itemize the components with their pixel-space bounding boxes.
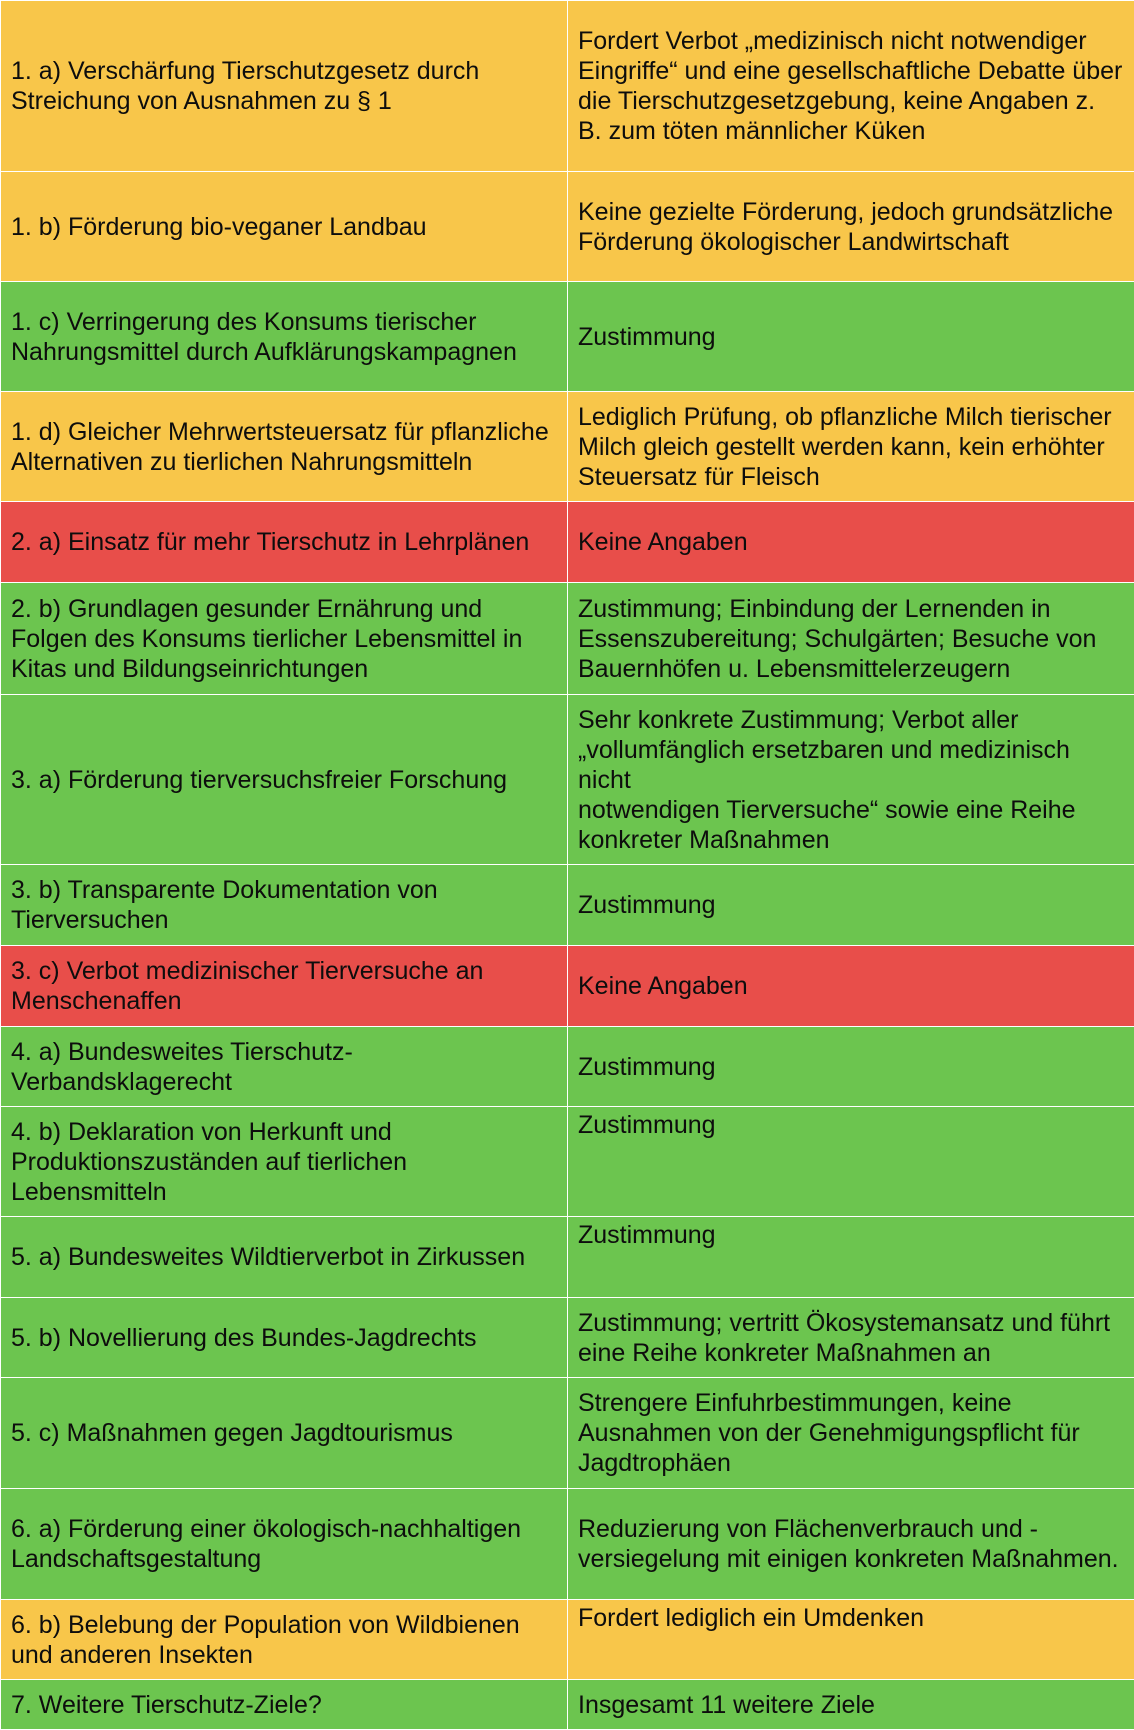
demand-cell: 5. b) Novellierung des Bundes-Jagdrechts: [1, 1298, 568, 1378]
response-cell: Zustimmung; vertritt Ökosystemansatz und führt eine Reihe konkreter Maßnahmen an: [568, 1298, 1134, 1378]
table-row: [1, 502, 1134, 583]
table-row: [1, 1107, 1134, 1217]
demand-cell: 2. b) Grundlagen gesunder Ernährung und Folgen des Konsums tierlicher Lebensmittel in Kitas und Bildungseinrichtungen: [1, 583, 568, 695]
response-cell: Zustimmung: [568, 865, 1134, 946]
table-row: [1, 1298, 1134, 1378]
response-cell: Keine Angaben: [568, 946, 1134, 1027]
table-row: [1, 172, 1134, 282]
table-row: [1, 1027, 1134, 1107]
demand-cell: 4. a) Bundesweites Tierschutz-Verbandsklagerecht: [1, 1027, 568, 1107]
table-row: [1, 1680, 1134, 1730]
response-cell: Fordert lediglich ein Umdenken: [568, 1600, 1134, 1680]
response-cell: Zustimmung: [568, 1217, 1134, 1298]
demand-cell: 3. c) Verbot medizinischer Tierversuche an Menschenaffen: [1, 946, 568, 1027]
table-row: [1, 865, 1134, 946]
response-cell: Fordert Verbot „medizinisch nicht notwendiger Eingriffe“ und eine gesellschaftliche Debatte über die Tierschutzgesetzgebung, keine Angaben z. B. zum töten männlicher Küken: [568, 1, 1134, 172]
response-cell: Zustimmung; Einbindung der Lernenden in Essenszubereitung; Schulgärten; Besuche von Bauernhöfen u. Lebensmittelerzeugern: [568, 583, 1134, 695]
demand-cell: 1. d) Gleicher Mehrwertsteuersatz für pflanzliche Alternativen zu tierlichen Nahrungsmitteln: [1, 392, 568, 502]
response-cell: Reduzierung von Flächenverbrauch und -versiegelung mit einigen konkreten Maßnahmen.: [568, 1489, 1134, 1600]
table-body: [1, 1, 1134, 1730]
demand-cell: 1. a) Verschärfung Tierschutzgesetz durch Streichung von Ausnahmen zu § 1: [1, 1, 568, 172]
response-cell: Sehr konkrete Zustimmung; Verbot aller „vollumfänglich ersetzbaren und medizinisch nicht notwendigen Tierversuche“ sowie eine Reihe konkreter Maßnahmen: [568, 695, 1134, 865]
demand-cell: 7. Weitere Tierschutz-Ziele?: [1, 1680, 568, 1730]
demand-cell: 5. c) Maßnahmen gegen Jagdtourismus: [1, 1378, 568, 1489]
table-row: [1, 583, 1134, 695]
demand-cell: 1. c) Verringerung des Konsums tierischer Nahrungsmittel durch Aufklärungskampagnen: [1, 282, 568, 392]
response-cell: Keine Angaben: [568, 502, 1134, 583]
demand-cell: 5. a) Bundesweites Wildtierverbot in Zirkussen: [1, 1217, 568, 1298]
table-row: [1, 695, 1134, 865]
table-row: [1, 1, 1134, 172]
demand-cell: 4. b) Deklaration von Herkunft und Produktionszuständen auf tierlichen Lebensmitteln: [1, 1107, 568, 1217]
response-cell: Zustimmung: [568, 1107, 1134, 1217]
response-cell: Strengere Einfuhrbestimmungen, keine Ausnahmen von der Genehmigungspflicht für Jagdtrophäen: [568, 1378, 1134, 1489]
response-cell: Lediglich Prüfung, ob pflanzliche Milch tierischer Milch gleich gestellt werden kann, kein erhöhter Steuersatz für Fleisch: [568, 392, 1134, 502]
response-cell: Zustimmung: [568, 282, 1134, 392]
table-row: [1, 1600, 1134, 1680]
response-cell: Zustimmung: [568, 1027, 1134, 1107]
table-row: [1, 1378, 1134, 1489]
table-row: [1, 282, 1134, 392]
table-row: [1, 1489, 1134, 1600]
table-row: [1, 1217, 1134, 1298]
demand-cell: 1. b) Förderung bio-veganer Landbau: [1, 172, 568, 282]
demand-cell: 6. b) Belebung der Population von Wildbienen und anderen Insekten: [1, 1600, 568, 1680]
demand-cell: 3. a) Förderung tierversuchsfreier Forschung: [1, 695, 568, 865]
demand-cell: 2. a) Einsatz für mehr Tierschutz in Lehrplänen: [1, 502, 568, 583]
table-row: [1, 946, 1134, 1027]
response-cell: Keine gezielte Förderung, jedoch grundsätzliche Förderung ökologischer Landwirtschaft: [568, 172, 1134, 282]
demand-cell: 3. b) Transparente Dokumentation von Tierversuchen: [1, 865, 568, 946]
response-cell: Insgesamt 11 weitere Ziele: [568, 1680, 1134, 1730]
demand-cell: 6. a) Förderung einer ökologisch-nachhaltigen Landschaftsgestaltung: [1, 1489, 568, 1600]
table-row: [1, 392, 1134, 502]
